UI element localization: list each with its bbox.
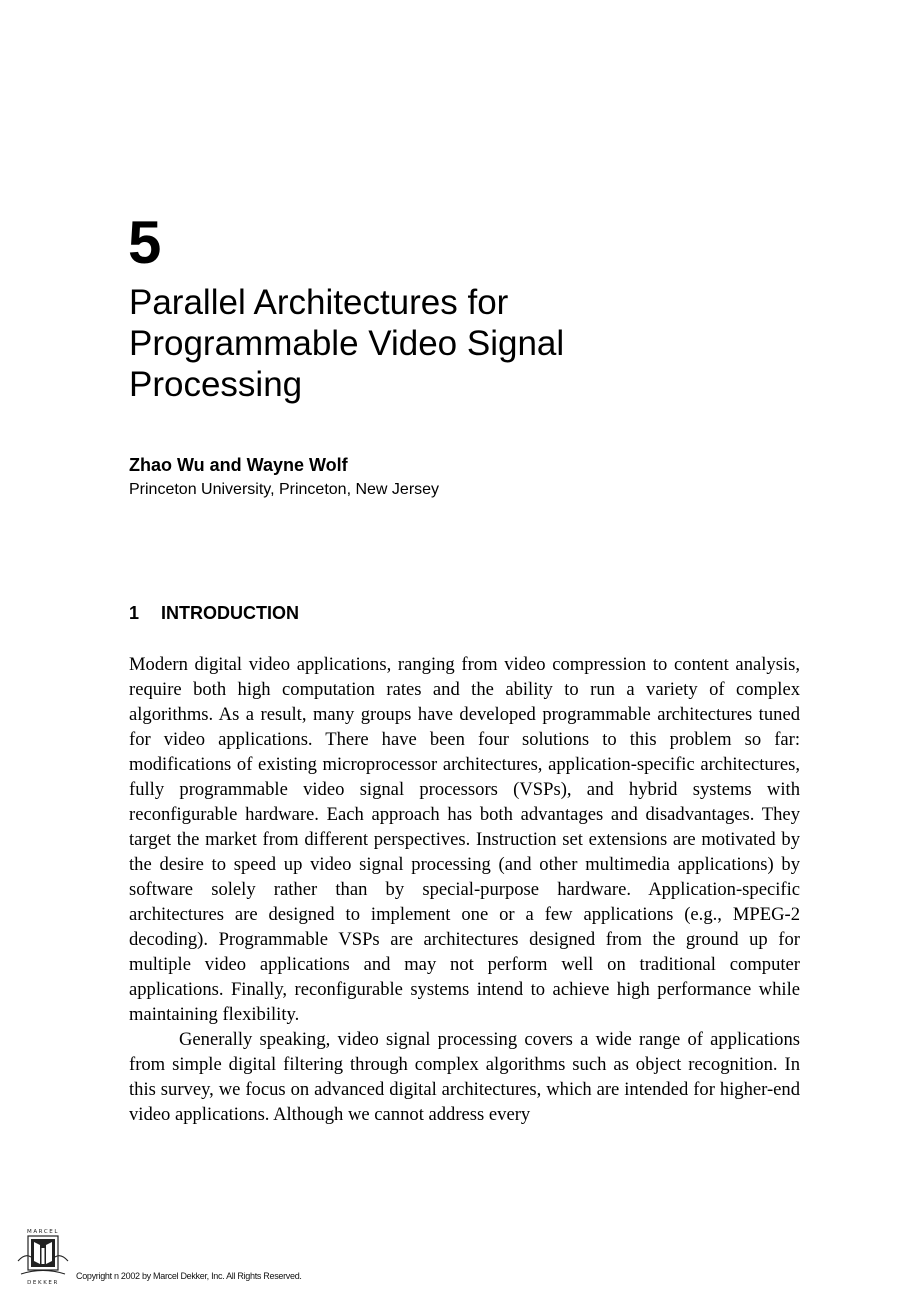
section-number: 1 bbox=[129, 603, 140, 623]
logo-bottom-text: DEKKER bbox=[27, 1280, 59, 1286]
body-text bbox=[129, 652, 800, 1127]
logo-top-text: MARCEL bbox=[26, 1229, 60, 1235]
chapter-number: 5 bbox=[128, 209, 162, 276]
marcel-dekker-logo-icon bbox=[15, 1227, 71, 1287]
affiliation: Princeton University, Princeton, New Jersey bbox=[129, 481, 440, 498]
copyright-notice: Copyright n 2002 by Marcel Dekker, Inc. All Rights Reserved. bbox=[76, 1271, 302, 1281]
paragraph: Modern digital video applications, ranging from video compression to content analysis, require both high computation rates and the ability to run a variety of complex algorithms. As a result, many groups have developed programmable architectures tuned for video applications. There have been four solutions to this problem so far: modifications of existing microprocessor architectures, application-specific architectures, fully programmable video signal processors (VSPs), and hybrid systems with reconfigurable hardware. Each approach has both advantages and disadvantages. They target the market from different perspectives. Instruction set extensions are motivated by the desire to speed up video signal processing (and other multimedia applications) by software solely rather than by special-purpose hardware. Application-specific architectures are designed to implement one or a few applications (e.g., MPEG-2 decoding). Programmable VSPs are architectures designed from the ground up for multiple video applications and may not perform well on traditional computer applications. Finally, reconfigurable systems intend to achieve high performance while maintaining flexibility. bbox=[129, 654, 800, 1025]
authors: Zhao Wu and Wayne Wolf bbox=[129, 455, 348, 475]
section-heading bbox=[129, 602, 299, 624]
section-title: INTRODUCTION bbox=[161, 603, 299, 623]
publisher-logo bbox=[15, 1227, 71, 1287]
paragraph: Generally speaking, video signal processing covers a wide range of applications from simple digital filtering through complex algorithms such as object recognition. In this survey, we focus on advanced digital architectures, which are intended for higher-end video applications. Although we cannot address every bbox=[129, 1029, 800, 1125]
chapter-title: Parallel Architectures for Programmable Video Signal Processing bbox=[129, 283, 565, 404]
